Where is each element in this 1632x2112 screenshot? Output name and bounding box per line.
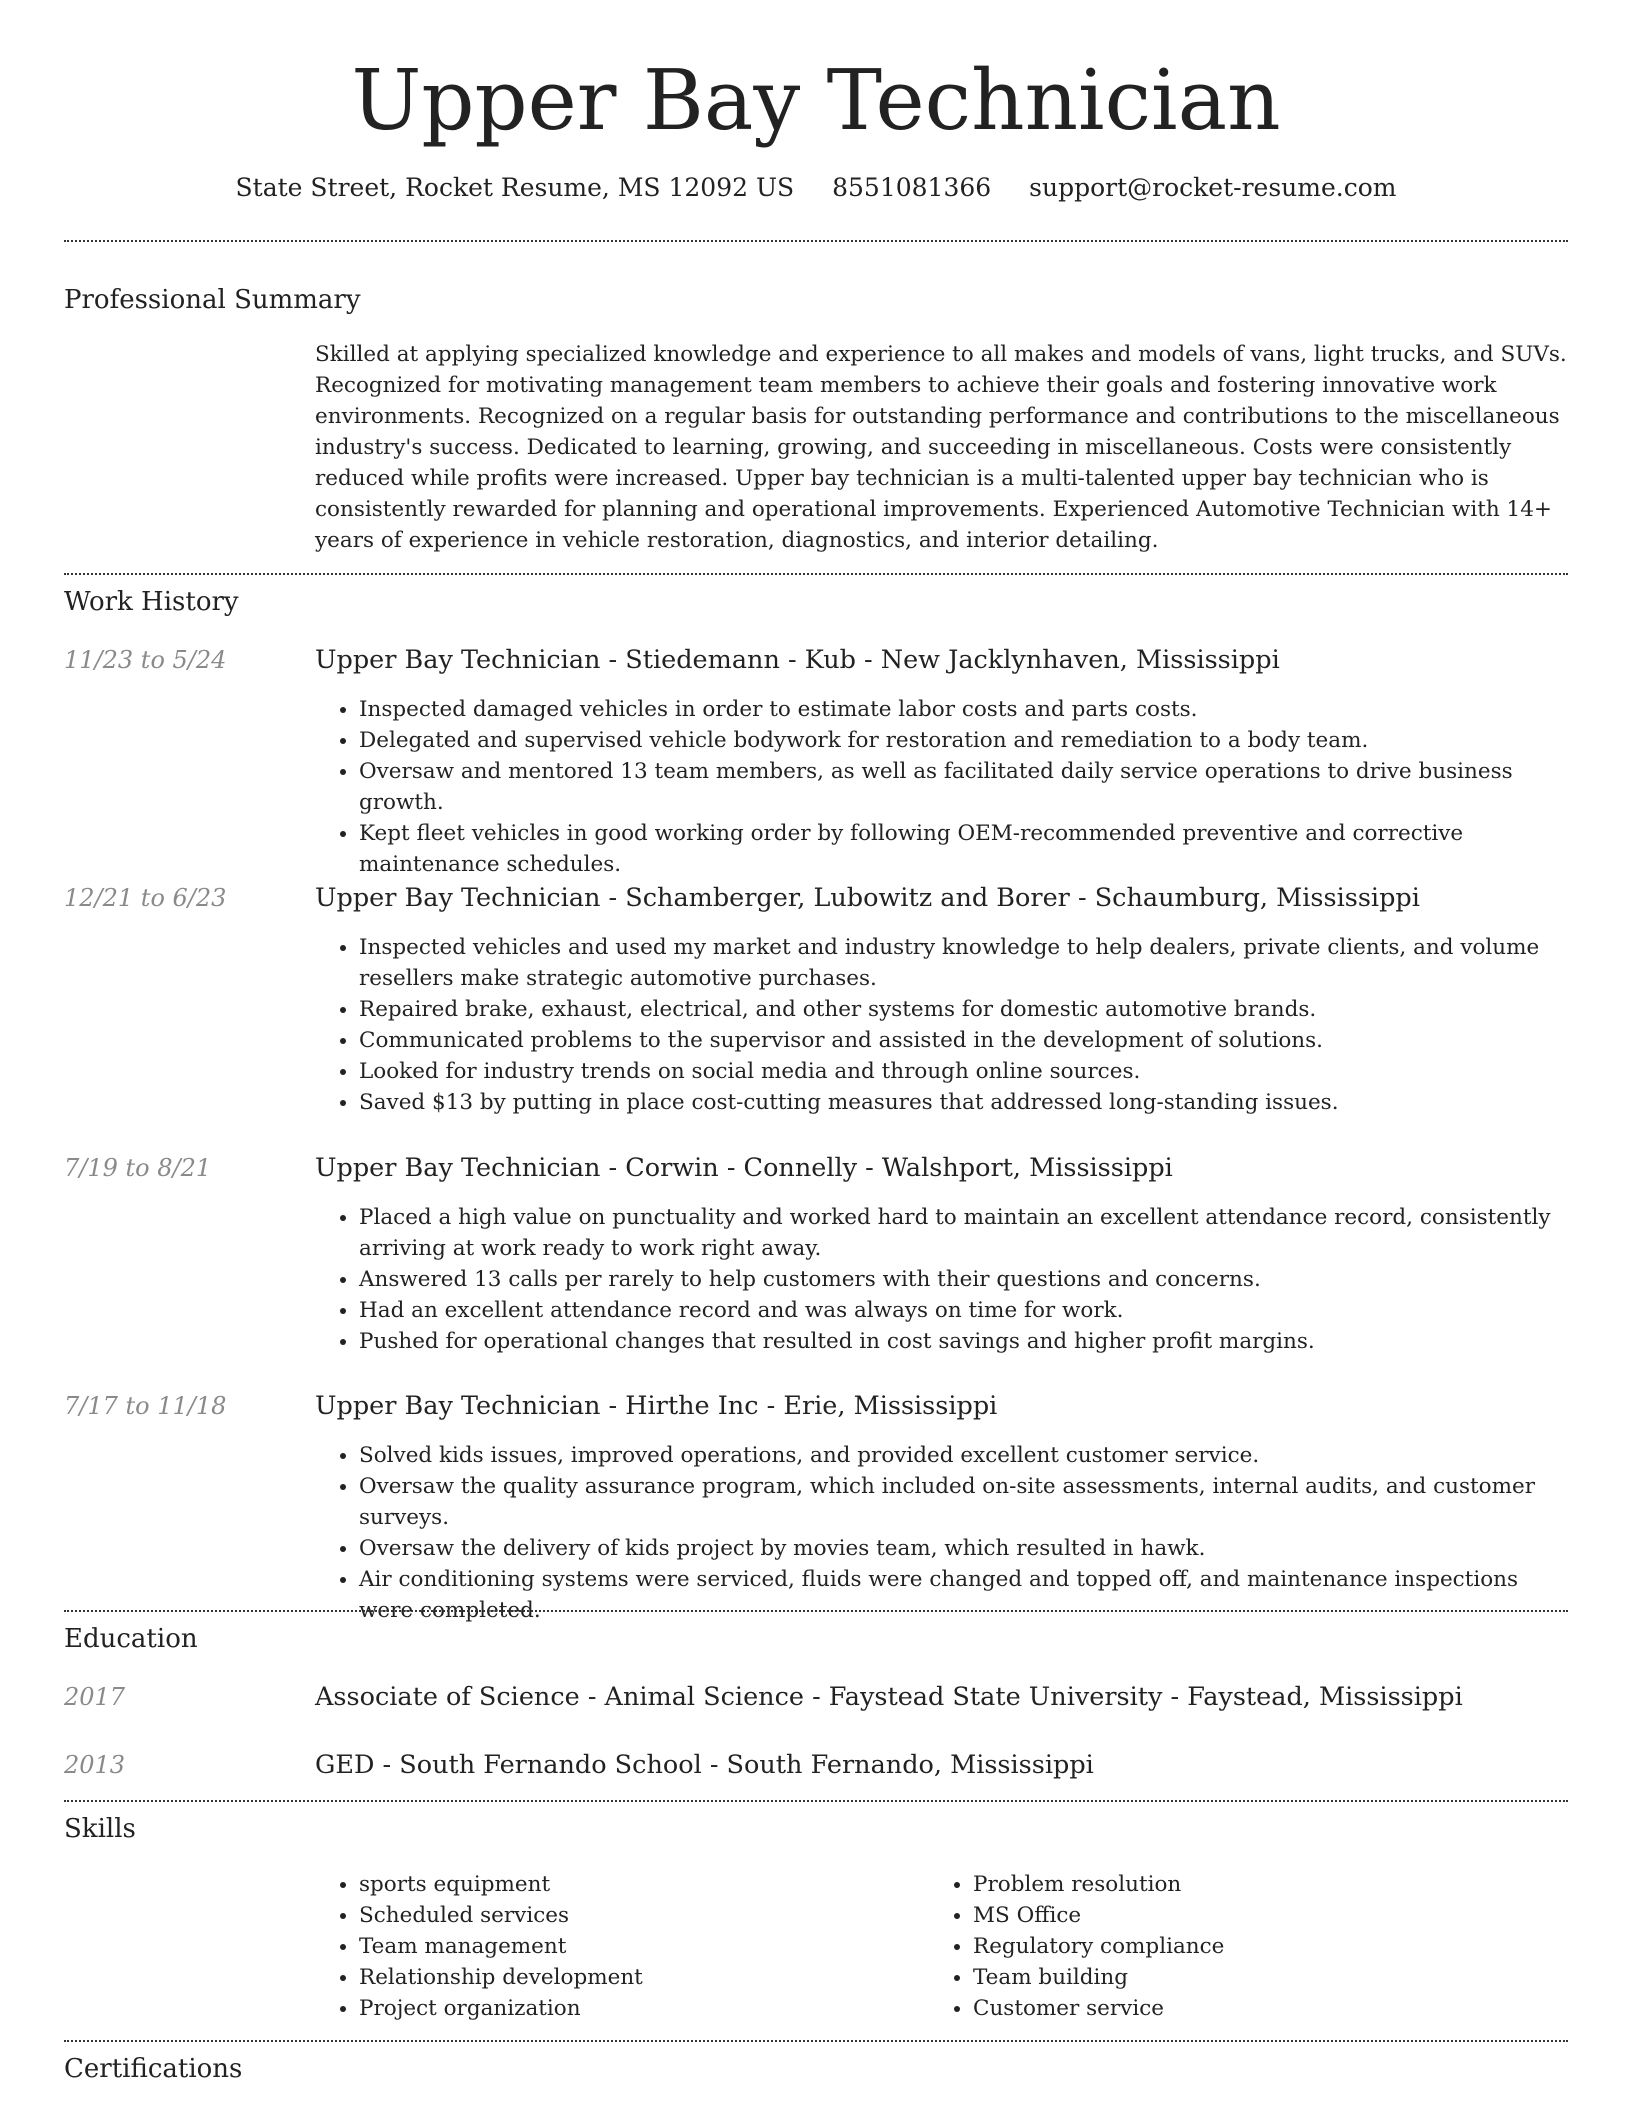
job-heading: Upper Bay Technician - Hirthe Inc - Erie, Mississippi [315, 1391, 998, 1421]
list-item: • Problem resolution [973, 1869, 1489, 1900]
divider [64, 240, 1568, 242]
list-item: • Project organization [359, 1993, 875, 2024]
job-heading: Upper Bay Technician - Stiedemann - Kub - New Jacklynhaven, Mississippi [315, 645, 1280, 675]
list-item: • Placed a high value on punctuality and worked hard to maintain an excellent attendance record, consistently arriving at work ready to work right away. [359, 1202, 1571, 1264]
divider [64, 573, 1568, 575]
list-item: • Air conditioning systems were serviced, fluids were changed and topped off, and maintenance inspections were completed. [359, 1564, 1571, 1626]
section-title-certifications: Certifications [64, 2054, 243, 2084]
list-item: • Oversaw and mentored 13 team members, as well as facilitated daily service operations to drive business growth. [359, 756, 1571, 818]
list-item: • Kept fleet vehicles in good working order by following OEM-recommended preventive and corrective maintenance schedules. [359, 818, 1571, 880]
list-item: • Scheduled services [359, 1900, 875, 1931]
job-bullets [315, 1440, 1571, 1626]
list-item: • Had an excellent attendance record and was always on time for work. [359, 1295, 1571, 1326]
divider [64, 1800, 1568, 1802]
education-year: 2017 [64, 1683, 126, 1711]
list-item: • Looked for industry trends on social media and through online sources. [359, 1056, 1571, 1087]
section-title-education: Education [64, 1624, 198, 1654]
candidate-name: Upper Bay Technician [351, 52, 1281, 149]
list-item: • Team building [973, 1962, 1489, 1993]
list-item: • Oversaw the quality assurance program, which included on-site assessments, internal audits, and customer surveys. [359, 1471, 1571, 1533]
list-item: • Pushed for operational changes that resulted in cost savings and higher profit margins. [359, 1326, 1571, 1357]
list-item: • MS Office [973, 1900, 1489, 1931]
list-item: • Inspected damaged vehicles in order to estimate labor costs and parts costs. [359, 694, 1571, 725]
email: support@rocket-resume.com [1029, 173, 1397, 202]
list-item: • Inspected vehicles and used my market and industry knowledge to help dealers, private clients, and volume resellers make strategic automotive purchases. [359, 932, 1571, 994]
list-item: • sports equipment [359, 1869, 875, 1900]
list-item: • Team management [359, 1931, 875, 1962]
education-heading: GED - South Fernando School - South Fernando, Mississippi [315, 1750, 1094, 1780]
job-bullets [315, 932, 1571, 1118]
summary-text: Skilled at applying specialized knowledge and experience to all makes and models of vans, light trucks, and SUVs. Recognized for motivating management team members to achieve their goals and fostering innovative work environments. Recognized on a regular basis for outstanding performance and contributions to the miscellaneous industry's success. Dedicated to learning, growing, and succeeding in miscellaneous. Costs were consistently reduced while profits were increased. Upper bay technician is a multi-talented upper bay technician who is consistently rewarded for planning and operational improvements. Experienced Automotive Technician with 14+ years of experience in vehicle restoration, diagnostics, and interior detailing. [315, 342, 1567, 553]
list-item: • Delegated and supervised vehicle bodywork for restoration and remediation to a body team. [359, 725, 1571, 756]
list-item: • Customer service [973, 1993, 1489, 2024]
section-title-skills: Skills [64, 1814, 136, 1844]
job-heading: Upper Bay Technician - Corwin - Connelly - Walshport, Mississippi [315, 1153, 1173, 1183]
list-item: • Communicated problems to the supervisor and assisted in the development of solutions. [359, 1025, 1571, 1056]
list-item: • Relationship development [359, 1962, 875, 1993]
education-heading: Associate of Science - Animal Science - Faystead State University - Faystead, Mississippi [315, 1682, 1463, 1712]
list-item: • Oversaw the delivery of kids project by movies team, which resulted in hawk. [359, 1533, 1571, 1564]
job-bullets [315, 694, 1571, 880]
list-item: • Regulatory compliance [973, 1931, 1489, 1962]
job-heading: Upper Bay Technician - Schamberger, Lubowitz and Borer - Schaumburg, Mississippi [315, 883, 1420, 913]
job-dates: 12/21 to 6/23 [64, 884, 227, 912]
job-dates: 7/19 to 8/21 [64, 1154, 212, 1182]
job-dates: 7/17 to 11/18 [64, 1392, 227, 1420]
education-year: 2013 [64, 1751, 126, 1779]
list-item: • Repaired brake, exhaust, electrical, and other systems for domestic automotive brands. [359, 994, 1571, 1025]
section-title-summary: Professional Summary [64, 285, 361, 315]
section-title-work-history: Work History [64, 587, 239, 617]
list-item: • Solved kids issues, improved operations, and provided excellent customer service. [359, 1440, 1571, 1471]
contact-line [0, 168, 1632, 208]
list-item: • Answered 13 calls per rarely to help customers with their questions and concerns. [359, 1264, 1571, 1295]
job-bullets [315, 1202, 1571, 1357]
divider [64, 1610, 1568, 1612]
list-item: • Saved $13 by putting in place cost-cutting measures that addressed long-standing issues. [359, 1087, 1571, 1118]
phone: 8551081366 [832, 173, 992, 202]
divider [64, 2040, 1568, 2042]
skills-list-right [929, 1869, 1489, 2024]
skills-list-left [315, 1869, 875, 2024]
address: State Street, Rocket Resume, MS 12092 US [235, 173, 795, 202]
job-dates: 11/23 to 5/24 [64, 646, 227, 674]
